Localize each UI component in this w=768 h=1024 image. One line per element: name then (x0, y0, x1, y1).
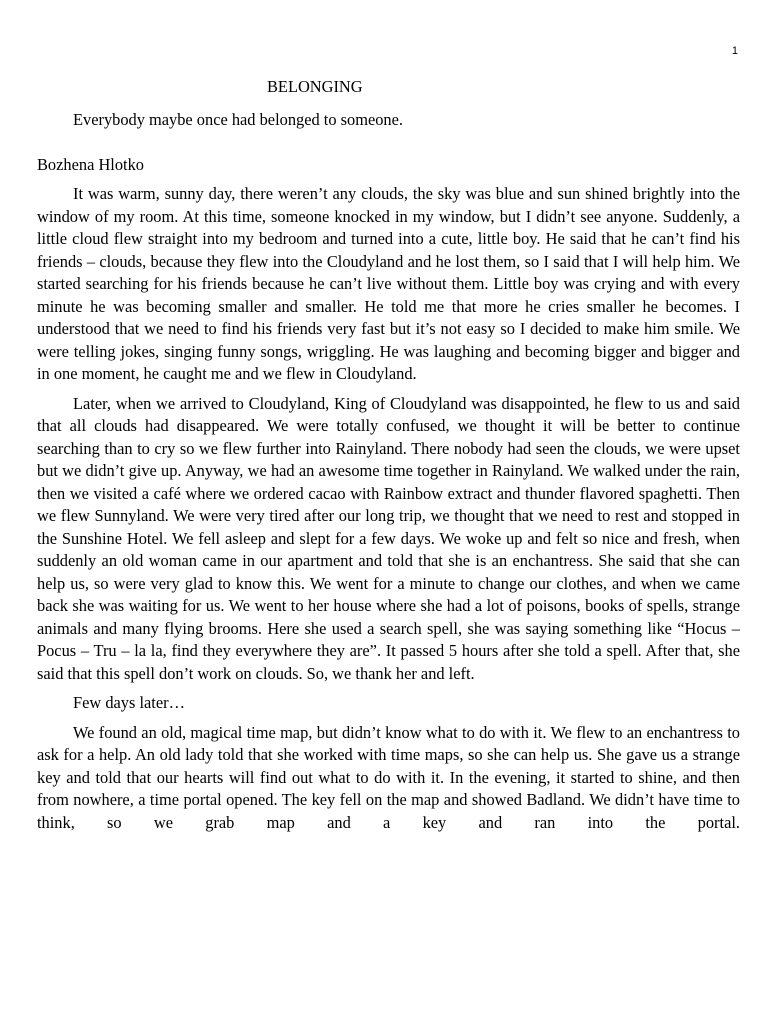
paragraph-3: Few days later… (73, 693, 185, 712)
paragraph-2: Later, when we arrived to Cloudyland, King of Cloudyland was disappointed, he flew to us and said that all clouds had disappeared. We were totally confused, we thought it will be better to continue searching than to cry so we flew further into Rainyland. There nobody had seen the clouds, we were upset but we didn’t give up. Anyway, we had an awesome time together in Rainyland. We walked under the rain, then we visited a café where we ordered cacao with Rainbow extract and thunder flavored spaghetti. Then we flew Sunnyland. We were very tired after our long trip, we thought that we need to rest and stopped in the Sunshine Hotel. We fell asleep and slept for a few days. We woke up and felt so nice and fresh, when suddenly an old woman came in our apartment and told that she is an enchantress. She said that she can help us, so were very glad to know this. We went for a minute to change our clothes, and when we came back she was waiting for us. We went to her house where she had a lot of poisons, books of spells, strange animals and many flying brooms. Here she used a search spell, she was saying something like “Hocus – Pocus – Tru – la la, find they everywhere they are”. It passed 5 hours after she told a spell. After that, she said that this spell don’t work on clouds. So, we thank her and left. (37, 393, 740, 683)
story-title: BELONGING (267, 77, 363, 96)
author-name: Bozhena Hlotko (37, 155, 144, 174)
epigraph: Everybody maybe once had belonged to someone. (73, 110, 403, 129)
paragraph-4: We found an old, magical time map, but didn’t know what to do with it. We flew to an enchantress to ask for a help. An old lady told that she worked with time maps, so she can help us. She gave us a strange key and told that our hearts will find out what to do with it. In the evening, it started to shine, and then from nowhere, a time portal opened. The key fell on the map and showed Badland. We didn’t have time to think, so we grab map and a key and ran into the portal. (37, 722, 740, 832)
page-number: 1 (731, 45, 738, 57)
paragraph-1: It was warm, sunny day, there weren’t any clouds, the sky was blue and sun shined brightly into the window of my room. At this time, someone knocked in my window, but I didn’t see anyone. Suddenly, a little cloud flew straight into my bedroom and turned into a cute, little boy. He said that he can’t find his friends – clouds, because they flew into the Cloudyland and he lost them, so I said that I will help him. We started searching for his friends because he can’t live without them. Little boy was crying and with every minute he was becoming smaller and smaller. He told me that more he cries smaller he becomes. I understood that we need to find his friends very fast but it’s not easy so I decided to make him smile. We were telling jokes, singing funny songs, wriggling. He was laughing and becoming bigger and bigger and in one moment, he caught me and we flew in Cloudyland. (37, 184, 740, 383)
document-body (37, 76, 740, 834)
